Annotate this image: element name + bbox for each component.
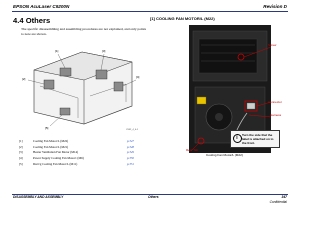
footer-page-number: 347: [281, 195, 287, 199]
page-footer: [0, 194, 300, 212]
item-label: Cooling Fan Motor/L (M22): [33, 139, 69, 143]
item-label: Cooling Fan Motor/L (M21): [33, 144, 69, 149]
item-number: [5]: [19, 161, 23, 166]
figure-callout-1: [1]: [55, 49, 59, 53]
figure-callout-5: [5]: [45, 126, 49, 130]
section-number: 4.4: [13, 16, 24, 25]
section-label: Others: [25, 16, 51, 25]
page-link[interactable]: p.350: [127, 156, 134, 161]
note-box: [230, 130, 280, 148]
footer-confidential: Confidential: [269, 200, 287, 204]
info-icon: i: [233, 134, 242, 143]
intro-paragraph: The specific disassembling and assembling procedures are not explained, and only points to note are shown.: [21, 27, 146, 36]
figure-callout-3: [3]: [102, 49, 106, 53]
callout-rear-tab: Rear Tab: [186, 148, 199, 152]
item-label: Duct/g Cooling Fan Motor/L (M11): [33, 161, 78, 166]
figure-callout-4: [4]: [136, 75, 140, 79]
printer-illustration: [20, 40, 144, 130]
callout-connector: Connector: [268, 100, 282, 104]
figure-callout-2: [2]: [22, 77, 26, 81]
callout-screw: Screw: [268, 43, 277, 47]
header-rule: [12, 11, 288, 12]
footer-chapter: DISASSEMBLY AND ASSEMBLY: [13, 195, 64, 199]
procedure-list: [19, 139, 149, 167]
footer-section: Others: [148, 195, 159, 199]
callout-harness: Harness: [270, 113, 282, 117]
page-link[interactable]: p.348: [127, 144, 134, 149]
note-text: Turn the side that the label is attached on to the front.: [242, 133, 274, 145]
item-number: [2]: [19, 144, 23, 149]
item-number: [3]: [19, 150, 23, 155]
list-item: [19, 162, 149, 168]
page-link[interactable]: p.351: [127, 161, 134, 166]
item-number: [4]: [19, 156, 23, 161]
printer-figure: [20, 40, 144, 130]
section-title: [13, 16, 50, 25]
page-link[interactable]: p.349: [127, 150, 134, 155]
item-label: Heater Ventilation Fan Motor (M14): [33, 150, 79, 155]
figure1-caption: C592_4_4-1: [126, 129, 139, 131]
page-link[interactable]: p.347: [127, 139, 134, 143]
header-revision: Revision D: [263, 4, 287, 9]
item-label: Power Supply Cooling Fan Motor1 (M6): [33, 156, 84, 161]
figure2-caption: Cooling Fan Motor/L (M22): [206, 153, 243, 157]
item-number: [1]: [19, 139, 23, 143]
header-product: EPSON AcuLaser C9200N: [13, 4, 70, 9]
subsection-title: [1] COOLING FAN MOTOR/L (M22): [150, 16, 215, 21]
